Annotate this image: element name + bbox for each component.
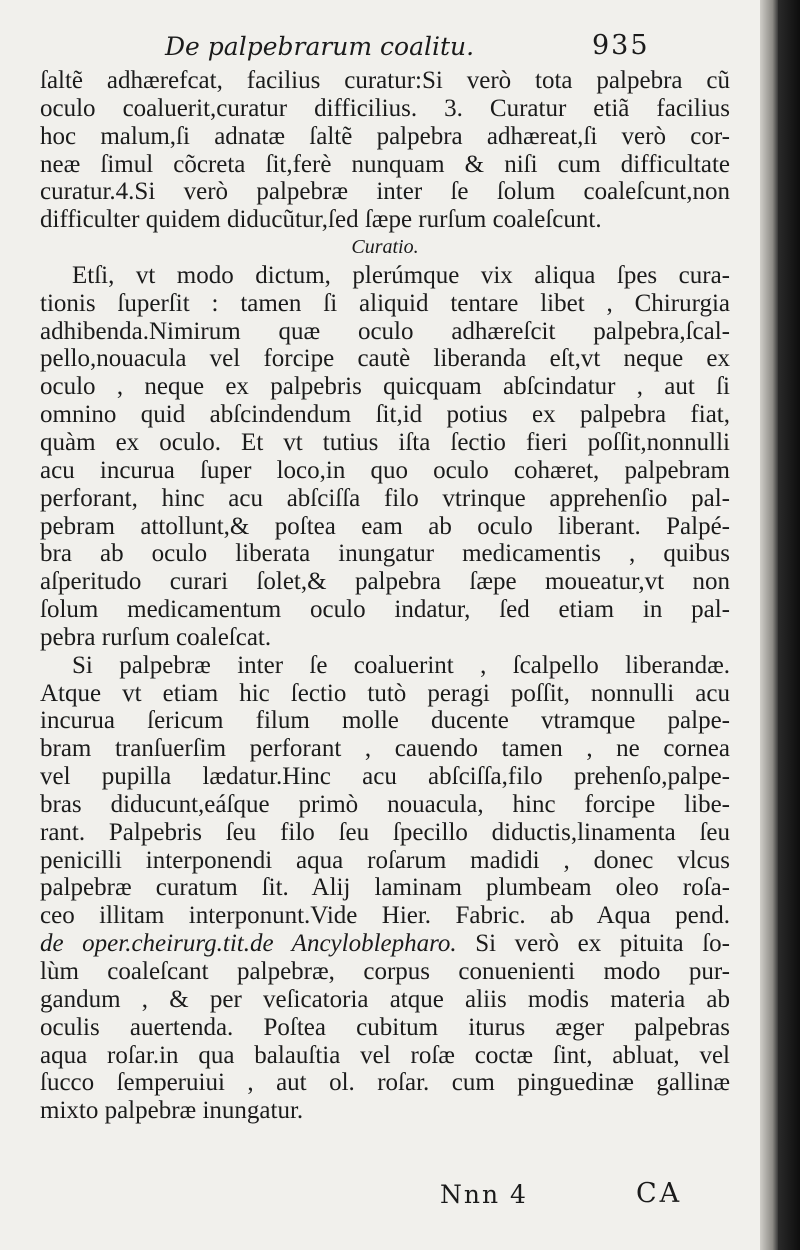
text-line: curatur.4.Si verò palpebræ inter ſe ſolum coaleſcunt,non — [40, 178, 730, 206]
citation-line — [40, 930, 730, 958]
text-line: bram tranſuerſim perforant , cauendo tamen , ne cornea — [40, 735, 730, 763]
signature-mark: Nnn 4 — [440, 1180, 528, 1209]
text-line: oculo coaluerit,curatur difficilius. 3. Curatur etiã facilius — [40, 94, 730, 122]
book-edge — [778, 0, 800, 1250]
text-line: Atque vt etiam hic ſectio tutò peragi poſſit, nonnulli acu — [40, 679, 730, 707]
text-line: mixto palpebræ inungatur. — [40, 1097, 304, 1125]
text-line: aſperitudo curari ſolet,& palpebra ſæpe moueatur,vt non — [40, 568, 730, 596]
text-line: adhibenda.Nimirum quæ oculo adhæreſcit palpebra,ſcal- — [40, 317, 730, 345]
text-line: bra ab oculo liberata inungatur medicamentis , quibus — [40, 540, 730, 568]
text-line: omnino quid abſcindendum ſit,id potius ex palpebra fiat, — [40, 401, 730, 429]
text-line: difficulter quidem diducũtur,ſed ſæpe rurſum coaleſcunt. — [40, 206, 602, 234]
text-line: hoc malum,ſi adnatæ ſaltẽ palpebra adhæreat,ſi verò cor- — [40, 122, 730, 150]
text-line: bras diducunt,eáſque primò nouacula, hinc forcipe libe- — [40, 790, 730, 818]
citation-rest: Si verò ex pituita ſo- — [456, 930, 730, 958]
text-line: acu incurua ſuper loco,in quo oculo cohæret, palpebram — [40, 456, 730, 484]
text-line: ſolum medicamentum oculo indatur, ſed etiam in pal- — [40, 596, 730, 624]
text-line: quàm ex oculo. Et vt tutius iſta ſectio fieri poſſit,nonnulli — [40, 428, 730, 456]
text-line: lùm coaleſcant palpebræ, corpus conuenienti modo pur- — [40, 958, 730, 985]
italic-citation: de oper.cheirurg.tit.de Ancyloblepharo. — [40, 930, 457, 958]
page-text — [40, 67, 730, 1125]
text-line: Etſi, vt modo dictum, plerúmque vix aliqua ſpes cura- — [72, 261, 730, 289]
text-line: pebram attollunt,& poſtea eam ab oculo liberant. Palpé- — [40, 512, 730, 540]
text-line: perforant, hinc acu abſciſſa filo vtrinque apprehenſio pal- — [40, 484, 730, 512]
running-title: De palpebrarum coalitu. — [165, 32, 475, 61]
text-line: Si palpebræ inter ſe coaluerint , ſcalpello liberandæ. — [72, 651, 730, 679]
text-line: vel pupilla lædatur.Hinc acu abſciſſa,filo prehenſo,palpe- — [40, 763, 730, 791]
text-line: pello,nouacula vel forcipe cautè liberanda eſt,vt neque ex — [40, 345, 730, 373]
text-line: ceo illitam interponunt.Vide Hier. Fabric. ab Aqua pend. — [40, 902, 730, 930]
text-line: oculis auertenda. Poſtea cubitum iturus æger palpebras — [40, 1013, 730, 1041]
text-line: oculo , neque ex palpebris quicquam abſcindatur , aut ſi — [40, 373, 730, 401]
text-line: palpebræ curatum ſit. Alij laminam plumbeam oleo roſa- — [40, 874, 730, 902]
catchword: CA — [636, 1178, 683, 1209]
text-line: incurua ſericum filum molle ducente vtramque palpe- — [40, 707, 730, 735]
page-footer — [0, 1172, 760, 1212]
text-line: rant. Palpebris ſeu filo ſeu ſpecillo diductis,linamenta ſeu — [40, 818, 730, 846]
text-line: gandum , & per veſicatoria atque aliis modis materia ab — [40, 985, 730, 1013]
text-line: ſucco ſemperuiui , aut ol. roſar. cum pinguedinæ gallinæ — [40, 1069, 730, 1097]
text-line: pebra rurſum coaleſcat. — [40, 623, 272, 651]
section-heading: Curatio. — [351, 236, 419, 259]
text-line: aqua roſar.in qua balauſtia vel roſæ coctæ ſint, abluat, vel — [40, 1041, 730, 1069]
page-header — [0, 30, 760, 68]
text-line: neæ ſimul cõcreta ſit,ferè nunquam & niſi cum difficultate — [40, 150, 730, 178]
text-line: ſaltẽ adhærefcat, facilius curatur:Si verò tota palpebra cũ — [40, 67, 730, 94]
text-line: penicilli interponendi aqua roſarum madidi , donec vlcus — [40, 846, 730, 874]
text-line: tionis ſuperſit : tamen ſi aliquid tentare libet , Chirurgia — [40, 289, 730, 317]
page-number: 935 — [592, 30, 650, 61]
